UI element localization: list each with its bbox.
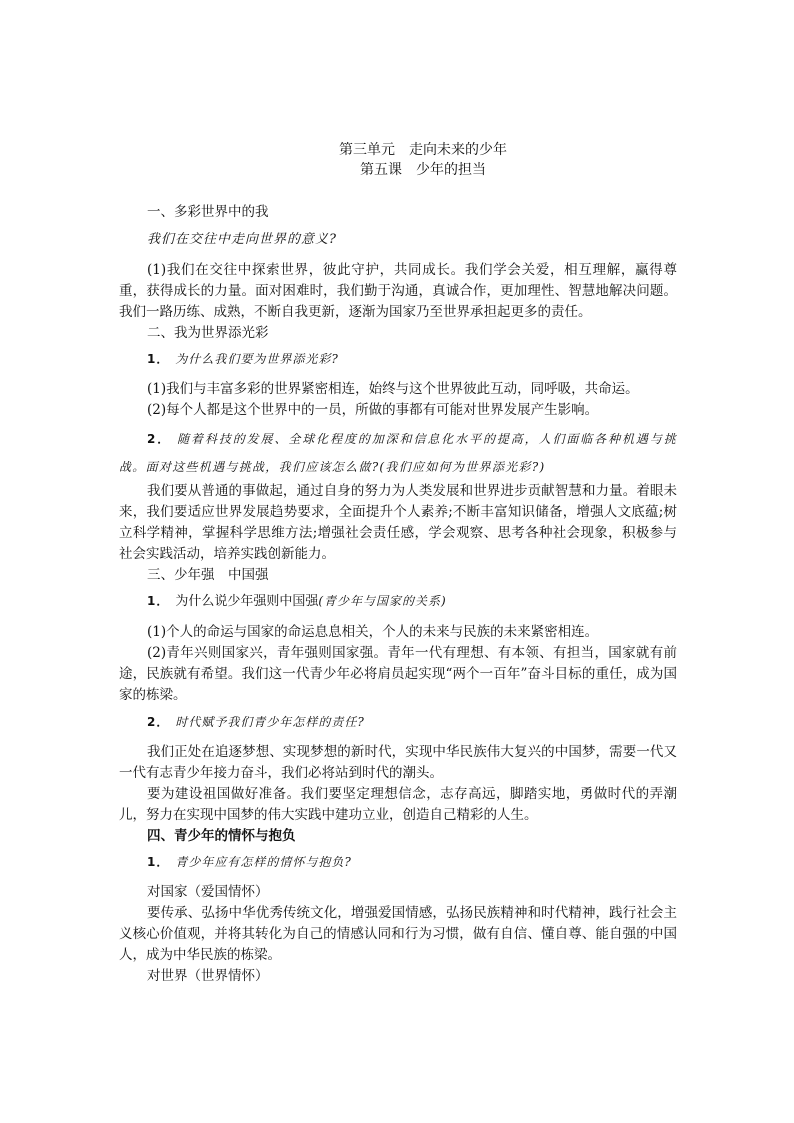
- section-heading-4: 四、青少年的情怀与抱负: [147, 828, 296, 844]
- question-text: 为什么说少年强则中国强: [175, 594, 319, 609]
- section-1-question: 我们在交往中走向世界的意义?: [147, 232, 337, 247]
- lesson-title: 第五课 少年的担当: [360, 162, 486, 178]
- question-number: 2．: [147, 432, 172, 446]
- question-text: 随着科技的发展、全球化程度的加深和信息化水平的提高，人们面临各种机遇与挑战。面对这些机遇与挑战，我们应该怎么做?(我们应如何为世界添光彩?): [119, 432, 677, 474]
- question-number: 1．: [147, 594, 170, 608]
- section-2-q2-answer: 我们要从普通的事做起，通过自身的努力为人类发展和世界进步贡献智慧和力量。着眼未来，我们要适应世界发展趋势要求，全面提升个人素养;不断丰富知识储备，增强人文底蕴;树立科学精神，掌握科学思维方法;增强社会责任感，学会观察、思考各种社会现象，积极参与社会实践活动，培养实践创新能力。: [119, 483, 677, 562]
- section-2-question-2: [119, 425, 677, 481]
- section-4-question-1: [119, 852, 677, 872]
- section-heading-2: 二、我为世界添光彩: [147, 325, 269, 341]
- question-note: (青少年与国家的关系): [318, 594, 447, 608]
- unit-title: 第三单元 走向未来的少年: [339, 142, 507, 158]
- section-3-question-1: [119, 591, 677, 612]
- section-2-question-1: [119, 349, 677, 369]
- section-3-q1-answer-1: (1)个人的命运与国家的命运息息相关，个人的未来与民族的未来紧密相连。: [147, 624, 599, 640]
- section-3-question-2: [119, 712, 677, 732]
- question-number: 1．: [147, 855, 170, 869]
- section-3-q2-answer-2: 要为建设祖国做好准备。我们要坚定理想信念，志存高远，脚踏实地，勇做时代的弄潮儿，努力在实现中国梦的伟大实践中建功立业，创造自己精彩的人生。: [119, 786, 677, 823]
- section-1-answer: (1)我们在交往中探索世界，彼此守护，共同成长。我们学会关爱，相互理解，赢得尊重，获得成长的力量。面对困难时，我们勤于沟通，真诚合作，更加理性、智慧地解决问题。我们一路历练、成熟，不断自我更新，逐渐为国家乃至世界承担起更多的责任。: [119, 262, 677, 320]
- question-number: 2．: [147, 715, 170, 729]
- section-3-q2-answer-1: 我们正处在追逐梦想、实现梦想的新时代，实现中华民族伟大复兴的中国梦，需要一代又一代有志青少年接力奋斗，我们必将站到时代的潮头。: [119, 744, 677, 781]
- section-heading-1: 一、多彩世界中的我: [147, 204, 269, 220]
- section-2-q1-answer-1: (1)我们与丰富多彩的世界紧密相连，始终与这个世界彼此互动，同呼吸，共命运。: [147, 381, 639, 397]
- section-heading-3: 三、少年强 中国强: [147, 567, 269, 583]
- country-text: 要传承、弘扬中华优秀传统文化，增强爱国情感，弘扬民族精神和时代精神，践行社会主义核心价值观，并将其转化为自己的情感认同和行为习惯，做有自信、懂自尊、能自强的中国人，成为中华民族的栋梁。: [119, 905, 677, 963]
- world-label: 对世界（世界情怀）: [147, 968, 269, 984]
- country-label: 对国家（爱国情怀）: [147, 884, 269, 900]
- question-text: 为什么我们要为世界添光彩?: [175, 352, 339, 366]
- document-content: [119, 140, 677, 987]
- section-2-q1-answer-2: (2)每个人都是这个世界中的一员，所做的事都有可能对世界发展产生影响。: [147, 402, 599, 418]
- section-3-q1-answer-2: (2)青年兴则国家兴，青年强则国家强。青年一代有理想、有本领、有担当，国家就有前途，民族就有希望。我们这一代青少年必将肩员起实现“两个一百年”奋斗目标的重任，成为国家的栋梁。: [119, 645, 677, 703]
- question-text: 时代赋予我们青少年怎样的责任?: [175, 715, 365, 729]
- question-number: 1．: [147, 352, 170, 366]
- question-text: 青少年应有怎样的情怀与抱负?: [175, 855, 352, 869]
